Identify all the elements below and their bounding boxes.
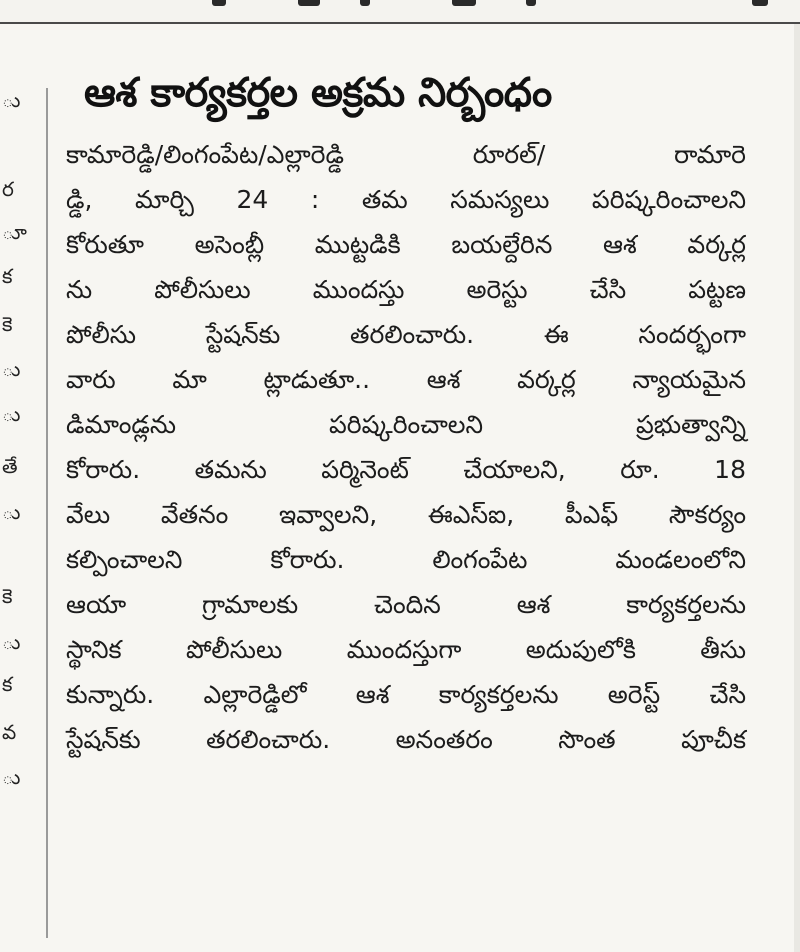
cropped-text-fragment	[298, 0, 320, 6]
cropped-text-fragment	[526, 0, 536, 6]
adjacent-column-fragment	[0, 24, 40, 952]
article-headline: ఆశ కార్యకర్తల అక్రమ నిర్బంధం	[84, 70, 552, 116]
left-column-char: ు	[2, 402, 21, 426]
news-article	[66, 58, 766, 762]
left-column-char: వ	[2, 720, 17, 744]
previous-article-strip	[0, 0, 800, 22]
left-column-char: ూ	[2, 220, 27, 244]
left-column-char: కె	[2, 584, 13, 608]
left-column-char: కె	[2, 312, 13, 336]
column-divider	[46, 88, 48, 938]
cropped-text-fragment	[752, 0, 768, 6]
article-line: వారు మా ట్లాడుతూ.. ఆశ వర్కర్ల న్యాయమైన	[66, 365, 746, 394]
cropped-text-fragment	[212, 0, 226, 6]
article-line: కోరారు. తమను పర్మినెంట్ చేయాలని, రూ. 18	[66, 455, 746, 484]
article-line: కల్పించాలని కోరారు. లింగంపేట మండలంలోని	[66, 545, 746, 574]
article-line: డ్డి, మార్చి 24 : తమ సమస్యలు పరిష్కరించాలని	[66, 185, 746, 214]
article-line: వేలు వేతనం ఇవ్వాలని, ఈఎస్ఐ, పీఎఫ్ సౌకర్యం	[66, 500, 746, 529]
left-column-char: ు	[2, 88, 21, 112]
left-column-char: ు	[2, 765, 21, 789]
left-column-char: ు	[2, 357, 21, 381]
adjacent-page-edge	[794, 24, 800, 952]
left-column-char: ు	[2, 630, 21, 654]
article-line: కున్నారు. ఎల్లారెడ్డిలో ఆశ కార్యకర్తలను అరెస్ట్ చేసి	[66, 680, 746, 709]
article-line: ను పోలీసులు ముందస్తు అరెస్టు చేసి పట్టణ	[66, 275, 746, 304]
article-line: కోరుతూ అసెంబ్లీ ముట్టడికి బయల్దేరిన ఆశ వర్కర్ల	[66, 230, 746, 259]
top-rule-divider	[0, 22, 800, 24]
article-line: ఆయా గ్రామాలకు చెందిన ఆశ కార్యకర్తలను	[66, 590, 746, 619]
article-line: స్థానిక పోలీసులు ముందస్తుగా అదుపులోకి తీసు	[66, 635, 746, 664]
article-body	[66, 132, 766, 762]
left-column-char: క	[2, 264, 13, 288]
article-line: పోలీసు స్టేషన్‌కు తరలించారు. ఈ సందర్భంగా	[66, 320, 746, 349]
left-column-char: ర	[2, 177, 14, 201]
article-line: స్టేషన్‌కు తరలించారు. అనంతరం సొంత పూచీక	[66, 725, 746, 754]
left-column-char: క	[2, 672, 13, 696]
article-line: డిమాండ్లను పరిష్కరించాలని ప్రభుత్వాన్ని	[66, 410, 746, 439]
cropped-text-fragment	[452, 0, 476, 6]
left-column-char: తే	[2, 454, 18, 478]
cropped-text-fragment	[360, 0, 370, 6]
left-column-char: ు	[2, 500, 21, 524]
article-line: కామారెడ్డి/లింగంపేట/ఎల్లారెడ్డి రూరల్/ రామారె	[66, 140, 746, 169]
